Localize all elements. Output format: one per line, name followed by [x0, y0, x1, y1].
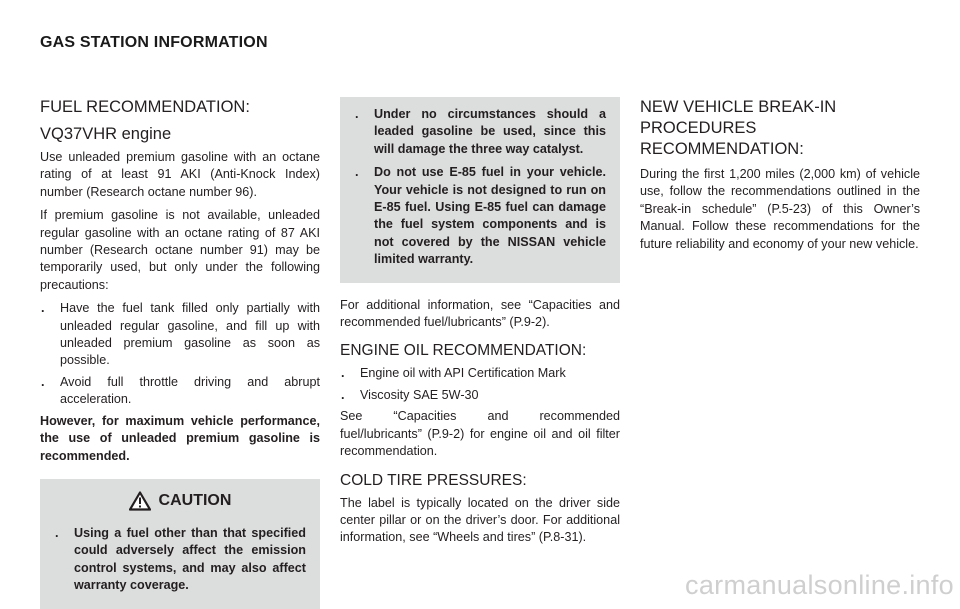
- warning-triangle-icon: [129, 491, 151, 511]
- page-header: GAS STATION INFORMATION: [40, 34, 268, 51]
- watermark: carmanualsonline.info: [685, 570, 954, 600]
- warning-box: [340, 97, 620, 283]
- column-3: [640, 97, 920, 259]
- caution-title: CAUTION: [54, 491, 306, 511]
- caution-box: [40, 479, 320, 609]
- engine-heading: VQ37VHR engine: [40, 125, 172, 143]
- list-item: . Have the fuel tank filled only partially with unleaded regular gasoline, and fill up with unleaded premium gasoline as soon as possible.: [41, 301, 320, 368]
- paragraph: See “Capacities and recommended fuel/lubricants” (P.9-2) for engine oil and oil filter recommendation.: [340, 409, 620, 459]
- list-item: . Viscosity SAE 5W-30: [341, 387, 479, 402]
- engine-oil-heading: ENGINE OIL RECOMMENDATION:: [340, 342, 587, 360]
- paragraph: If premium gasoline is not available, unleaded regular gasoline with an octane rating of 87 AKI number (Research octane number 91) may be temporarily used, but only under the following precautions:: [40, 208, 320, 292]
- cold-tire-heading: COLD TIRE PRESSURES:: [340, 471, 527, 489]
- warning-item: . Under no circumstances should a leaded gasoline be used, since this will damage the three way catalyst.: [355, 107, 606, 156]
- column-1: [40, 97, 320, 609]
- list-item: . Avoid full throttle driving and abrupt acceleration.: [41, 374, 320, 407]
- fuel-recommendation-heading: FUEL RECOMMENDATION:: [40, 98, 250, 116]
- paragraph: During the first 1,200 miles (2,000 km) of vehicle use, follow the recommendations outlined in the “Break-in schedule” (P.5-23) of this Owner’s Manual. Follow these recommendations for the future reliability and economy of your new vehicle.: [640, 167, 920, 251]
- warning-item: . Do not use E-85 fuel in your vehicle. Your vehicle is not designed to run on E-85 fuel. Using E-85 fuel can damage the fuel system components and is not covered by the NISSAN vehicle limited warranty.: [355, 165, 606, 267]
- paragraph: Use unleaded premium gasoline with an octane rating of at least 91 AKI (Anti-Knock Index) number (Research octane number 96).: [40, 150, 320, 199]
- paragraph: For additional information, see “Capacities and recommended fuel/lubricants” (P.9-2).: [340, 297, 620, 330]
- paragraph: The label is typically located on the driver side center pillar or on the driver’s door. For additional information, see “Wheels and tires” (P.8-31).: [340, 495, 620, 545]
- break-in-heading: NEW VEHICLE BREAK-IN PROCEDURES RECOMMENDATION:: [640, 98, 837, 158]
- caution-item: . Using a fuel other than that specified could adversely affect the emission control systems, and may also affect warranty coverage.: [55, 525, 306, 593]
- list-item: . Engine oil with API Certification Mark: [341, 366, 566, 381]
- bold-paragraph: However, for maximum vehicle performance, the use of unleaded premium gasoline is recommended.: [40, 413, 320, 463]
- column-2: [340, 97, 620, 553]
